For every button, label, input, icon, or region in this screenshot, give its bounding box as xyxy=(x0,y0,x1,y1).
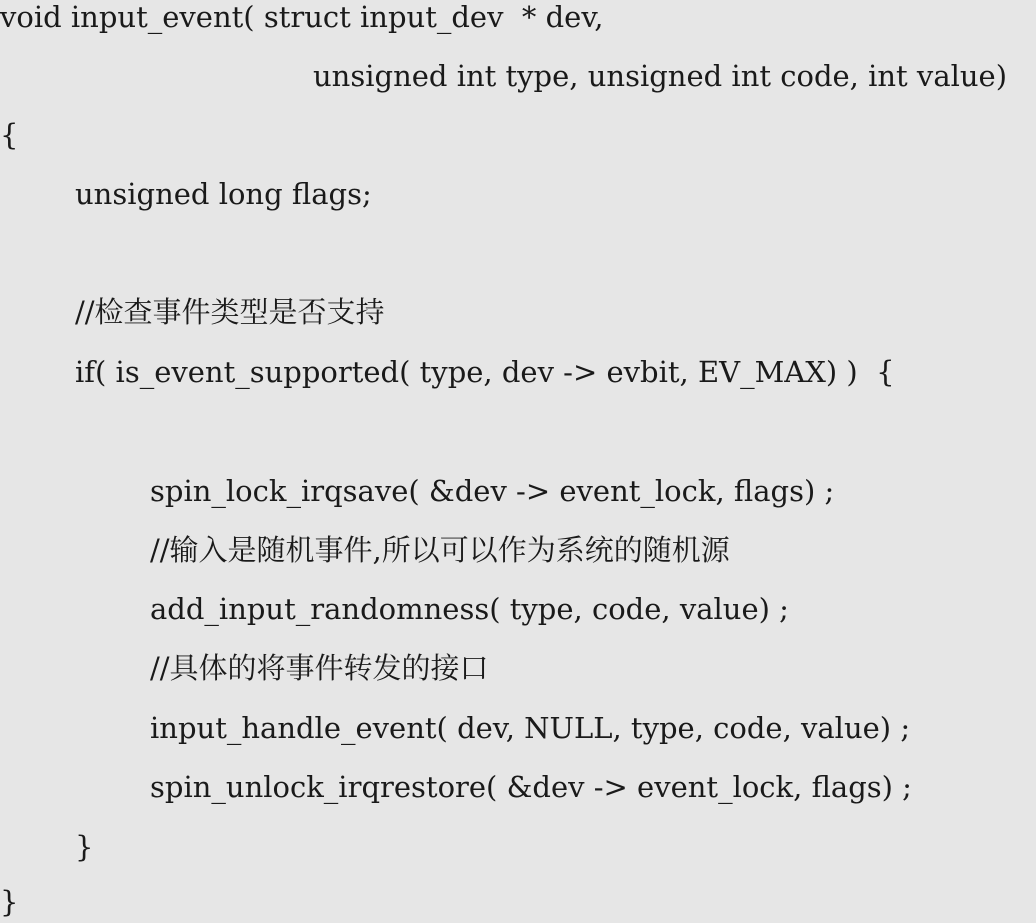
function-signature-line-1: void input_event( struct input_dev * dev, xyxy=(0,0,604,34)
add-input-randomness-call: add_input_randomness( type, code, value) ; xyxy=(150,592,789,626)
if-close-brace: } xyxy=(75,830,94,864)
function-signature-line-2: unsigned int type, unsigned int code, int value) xyxy=(313,59,1008,93)
input-handle-event-call: input_handle_event( dev, NULL, type, code, value) ; xyxy=(150,711,911,745)
spin-unlock-call: spin_unlock_irqrestore( &dev -> event_lock, flags) ; xyxy=(150,770,912,804)
function-open-brace: { xyxy=(0,118,19,152)
function-close-brace: } xyxy=(0,885,19,919)
spin-lock-call: spin_lock_irqsave( &dev -> event_lock, flags) ; xyxy=(150,474,835,508)
if-event-supported-statement: if( is_event_supported( type, dev -> evbit, EV_MAX) ) { xyxy=(75,355,895,389)
comment-forward-event: //具体的将事件转发的接口 xyxy=(150,651,489,685)
flags-declaration: unsigned long flags; xyxy=(75,177,372,211)
comment-check-event-type: //检查事件类型是否支持 xyxy=(75,295,385,329)
comment-randomness-source: //输入是随机事件,所以可以作为系统的随机源 xyxy=(150,533,730,567)
